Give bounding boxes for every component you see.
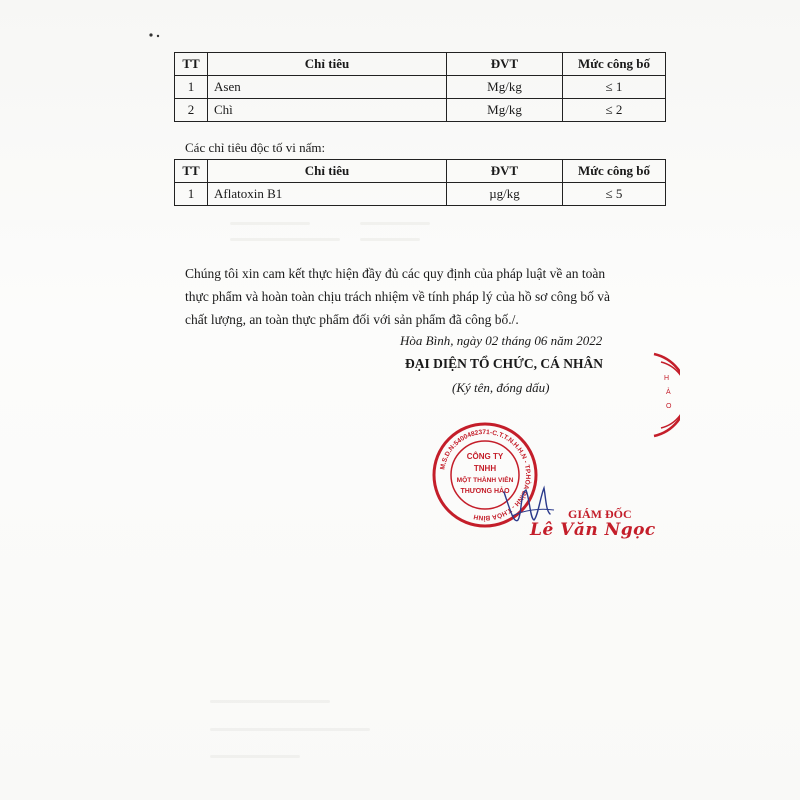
svg-text:O: O <box>666 403 672 410</box>
table-row <box>175 99 666 122</box>
commitment-line: chất lượng, an toàn thực phẩm đối với sản phẩm đã công bố./. <box>185 312 519 327</box>
header-unit: ĐVT <box>447 160 563 183</box>
header-indicator: Chỉ tiêu <box>208 53 447 76</box>
commitment-line: Chúng tôi xin cam kết thực hiện đầy đủ các quy định của pháp luật về an toàn <box>185 266 606 281</box>
table-header-row <box>175 53 666 76</box>
cell-tt: 1 <box>175 76 208 99</box>
mycotoxin-section-label: Các chỉ tiêu độc tố vi nấm: <box>185 140 326 155</box>
header-limit: Mức công bố <box>563 160 666 183</box>
sign-instruction: (Ký tên, đóng dấu) <box>452 380 550 395</box>
cell-unit: Mg/kg <box>447 76 563 99</box>
header-limit: Mức công bố <box>563 53 666 76</box>
table-row <box>175 76 666 99</box>
cell-indicator: Aflatoxin B1 <box>208 183 447 206</box>
cell-limit: ≤ 5 <box>563 183 666 206</box>
cell-limit: ≤ 2 <box>563 99 666 122</box>
header-indicator: Chỉ tiêu <box>208 160 447 183</box>
heavy-metals-table <box>174 52 666 122</box>
cell-indicator: Chì <box>208 99 447 122</box>
header-unit: ĐVT <box>447 53 563 76</box>
partial-stamp-icon <box>640 350 680 440</box>
representative-title: ĐẠI DIỆN TỔ CHỨC, CÁ NHÂN <box>405 356 604 371</box>
bleed-through-mark <box>360 222 430 225</box>
cell-tt: 1 <box>175 183 208 206</box>
director-name: Lê Văn Ngọc <box>530 520 656 540</box>
header-tt: TT <box>175 160 208 183</box>
stamp-line-company-name: THƯƠNG HẢO <box>460 488 510 495</box>
bleed-through-mark <box>210 728 370 731</box>
cell-unit: µg/kg <box>447 183 563 206</box>
bleed-through-mark <box>230 238 340 241</box>
svg-text:Ả: Ả <box>666 389 671 396</box>
cell-limit: ≤ 1 <box>563 76 666 99</box>
director-title: GIÁM ĐỐC <box>568 507 632 521</box>
bleed-through-mark <box>210 700 330 703</box>
header-tt: TT <box>175 53 208 76</box>
place-date: Hòa Bình, ngày 02 tháng 06 năm 2022 <box>400 333 603 348</box>
cell-tt: 2 <box>175 99 208 122</box>
mycotoxin-table <box>174 159 666 206</box>
bleed-through-mark <box>210 755 300 758</box>
commitment-paragraph <box>185 262 625 331</box>
stamp-line-tnhh: TNHH <box>473 464 497 473</box>
commitment-line: thực phẩm và hoàn toàn chịu trách nhiệm về tính pháp lý của hồ sơ công bố và <box>185 289 610 304</box>
bleed-through-mark <box>230 222 310 225</box>
bleed-through-mark <box>360 238 420 241</box>
svg-text:H: H <box>664 375 670 382</box>
cell-unit: Mg/kg <box>447 99 563 122</box>
scan-speck-icon <box>148 30 162 40</box>
table-header-row <box>175 160 666 183</box>
stamp-line-company: CÔNG TY <box>466 452 504 461</box>
stamp-ring-text: M.S.D.N:5400482371-C.T.T.N.H.H.N - TP.HÒA BÌNH - T.HÒA BÌNH <box>439 428 532 522</box>
stamp-line-single-member: MỘT THÀNH VIÊN <box>456 477 514 484</box>
cell-indicator: Asen <box>208 76 447 99</box>
table-row <box>175 183 666 206</box>
